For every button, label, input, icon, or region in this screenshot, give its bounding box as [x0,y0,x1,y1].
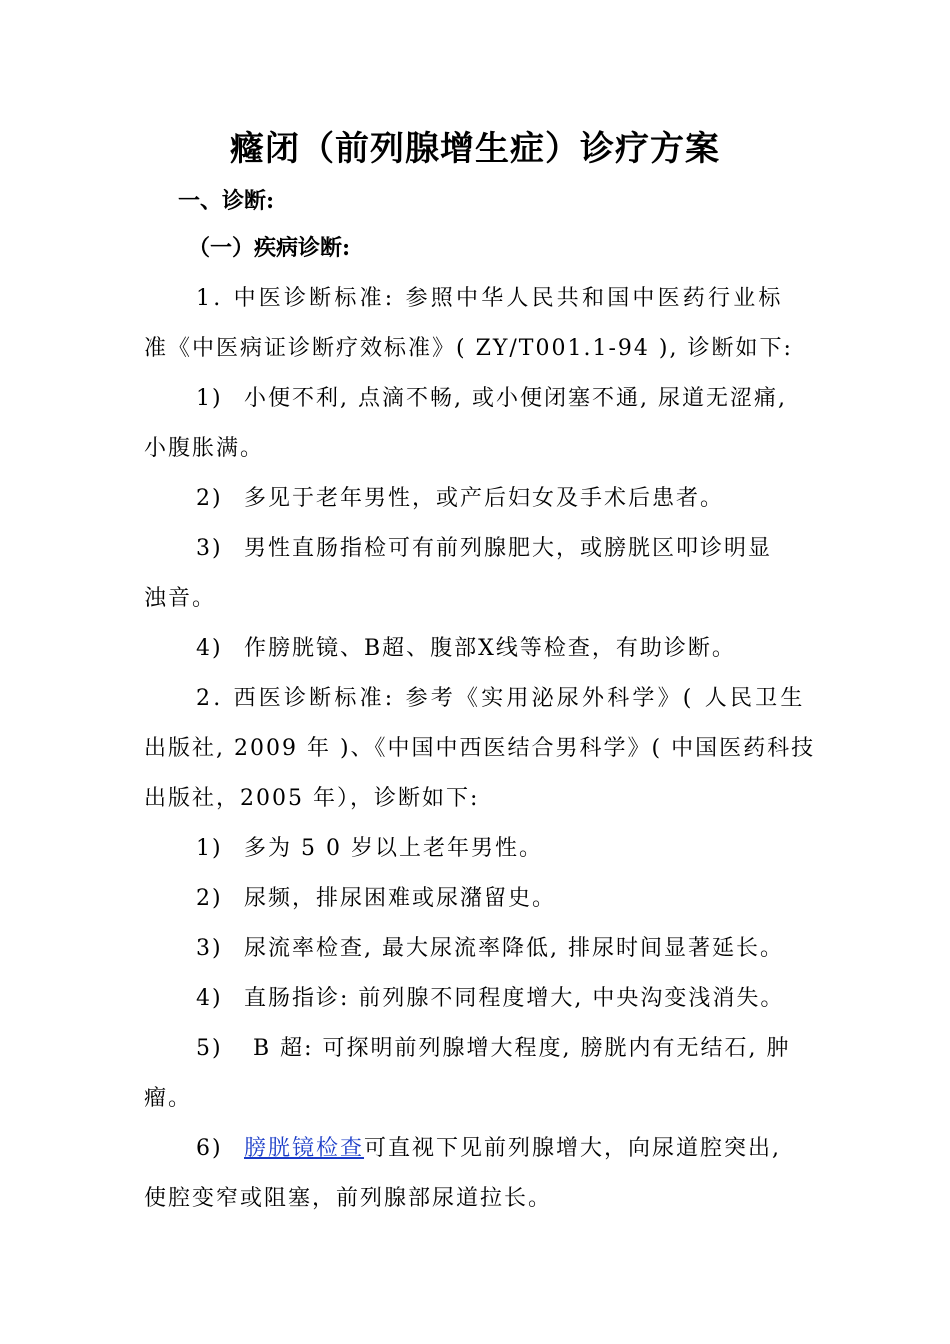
list-item-continuation: 使腔变窄或阻塞，前列腺部尿道拉长。 [144,1186,553,1211]
list-item [196,1034,791,1064]
tcm-criteria-intro: 1. 中医诊断标准: 参照中华人民共和国中医药行业标 [196,286,784,311]
list-item-number: 2) [196,486,223,511]
list-item-number: 3) [196,536,223,561]
list-item [196,884,556,914]
cystoscopy-link[interactable]: 膀胱镜检查 [244,1136,365,1161]
page-title: 癃闭（前列腺增生症）诊疗方案 [230,129,720,169]
list-item-number: 4) [196,636,223,661]
list-item [196,1134,781,1164]
list-item [196,984,784,1014]
list-item-text: 小便不利, 点滴不畅, 或小便闭塞不通, 尿道无涩痛, [244,386,787,411]
list-item-text: 作膀胱镜、B超、腹部X线等检查，有助诊断。 [244,636,736,661]
list-item-number: 2) [196,886,223,911]
list-item-number: 5) [196,1036,223,1061]
list-item [196,834,543,864]
list-item-text: 多见于老年男性，或产后妇女及手术后患者。 [244,486,725,511]
section-heading-diagnosis: 一、诊断: [178,188,275,214]
list-item-number: 4) [196,986,223,1011]
list-item [196,934,784,964]
list-item [196,534,772,564]
list-item [196,634,736,664]
list-item-text: 尿流率检查, 最大尿流率降低, 排尿时间显著延长。 [244,936,784,961]
list-item-number: 6) [196,1136,223,1161]
list-item-text: B 超: 可探明前列腺增大程度, 膀胱内有无结石, 肿 [244,1036,791,1061]
tcm-criteria-intro-cont: 准《中医病证诊断疗效标准》( ZY/T001.1-94 ), 诊断如下: [144,336,793,361]
list-item-number: 3) [196,936,223,961]
list-item [196,484,724,514]
list-item-continuation: 瘤。 [144,1086,193,1111]
list-item-text: 可直视下见前列腺增大，向尿道腔突出, [364,1136,782,1161]
list-item-text: 男性直肠指检可有前列腺肥大，或膀胱区叩诊明显 [244,536,773,561]
list-item-number: 1) [196,836,223,861]
list-item-text: 尿频，排尿困难或尿潴留史。 [244,886,557,911]
wm-criteria-intro: 2. 西医诊断标准: 参考《实用泌尿外科学》( 人民卫生 [196,686,806,711]
subsection-heading-disease-diagnosis: （一）疾病诊断: [188,235,351,261]
list-item-text: 多为 5 0 岁以上老年男性。 [244,836,543,861]
list-item-continuation: 小腹胀满。 [144,436,265,461]
wm-criteria-intro-cont: 出版社，2005 年），诊断如下: [144,786,480,811]
list-item [196,384,787,414]
wm-criteria-intro-cont: 出版社, 2009 年 )、《中国中西医结合男科学》( 中国医药科技 [144,736,816,761]
list-item-continuation: 浊音。 [144,586,217,611]
list-item-number: 1) [196,386,223,411]
list-item-text: 直肠指诊: 前列腺不同程度增大, 中央沟变浅消失。 [244,986,785,1011]
